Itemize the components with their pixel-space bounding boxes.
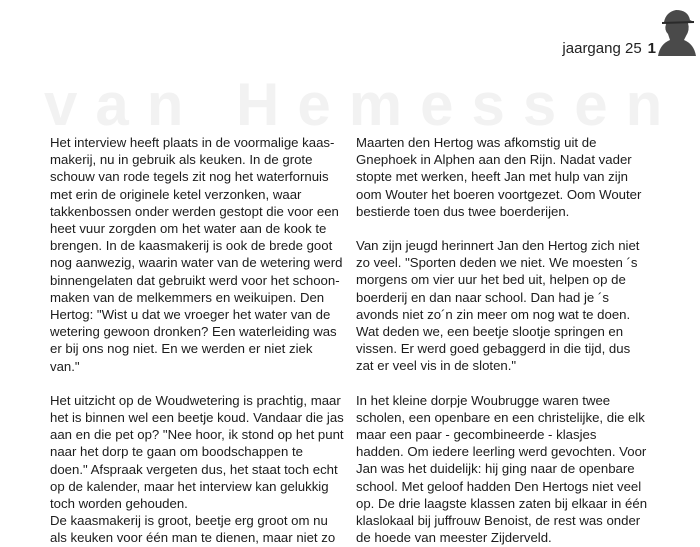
right-column xyxy=(356,134,652,546)
left-column xyxy=(50,134,350,547)
portrait-silhouette-icon xyxy=(654,4,698,56)
paragraph: In het kleine dorpje Woubrugge waren twee scholen, een openbare en een christelijke, die elk maar een paar - gecombineerde - klasjes hadden. Om iedere leerling werd gevochten. Voor Jan was het duidelijk: hij ging naar de openbare school. Met geloof hadden Den Hertogs niet veel op. De drie laagste klassen zaten bij elkaar in één klaslokaal bij juffrouw Benoist, de rest was onder de hoede van meester Zijderveld. xyxy=(356,392,648,546)
volume-label: jaargang 25 xyxy=(562,40,642,57)
paragraph: Van zijn jeugd herinnert Jan den Hertog zich niet zo veel. "Sporten deden we niet. We moesten ´s morgens om vier uur het bed uit, helpen op de boerderij en dan naar school. Dan had je ´s avonds niet zo´n zin meer om nog wat te doen. Wat deden we, een beetje slootje springen en vissen. Er werd goed gebaggerd in die tijd, dus zat er veel vis in de sloten." xyxy=(356,238,640,374)
page-header xyxy=(562,40,656,57)
paragraph: Maarten den Hertog was afkomstig uit de Gnephoek in Alphen aan den Rijn. Nadat vader stopte met werken, heeft Jan met hulp van zijn oom Wouter het boeren voortgezet. Oom Wouter bestierde toen dus twee boerderijen. xyxy=(356,135,642,219)
issue-number: 1 xyxy=(647,40,656,57)
paragraph: Het interview heeft plaats in de voormalige kaas- makerij, nu in gebruik als keuken. In de grote schouw van rode tegels zit nog het waterfornuis met erin de originele ketel verzonken, waar takkenbossen onder werden gestopt die voor een heet vuur zorgden om het water aan de kook te brengen. In de kaasmakerij is ook de brede goot nog aanwezig, waarin water van de wetering werd binnengelaten dat gebruikt werd voor het schoon- maken van de melkemmers en weikuipen. Den Hertog: "Wist u dat we vroeger het water van de wetering gewoon dronken? Een waterleiding was er bij ons nog niet. En we werden er niet ziek van." xyxy=(50,135,343,374)
faded-title: van Hemessen xyxy=(44,71,681,138)
paragraph: Het uitzicht op de Woudwetering is prachtig, maar het is binnen wel een beetje koud. Vandaar die jas aan en die pet op? "Nee hoor, ik stond op het punt naar het dorp te gaan om boodschappen te doen." Afspraak vergeten dus, het staat toch echt op de kalender, maar het interview kan gelukkig toch worden gehouden. De kaasmakerij is groot, beetje erg groot om nu als keuken voor één man te dienen, maar niet zo xyxy=(50,392,344,546)
